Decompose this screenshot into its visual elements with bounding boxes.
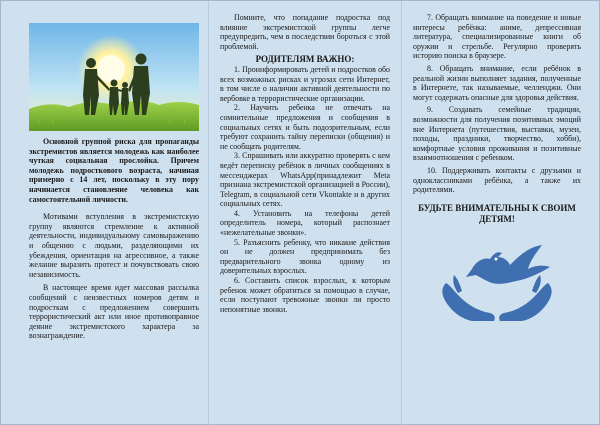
mailing-paragraph: В настоящее время идет массовая рассылка сообщений с неизвестных номеров детям и подросткам с предложением совершить террористический акт или иное противоправное деяние экстремистского характера за вознаграждение. [29, 283, 199, 341]
family-silhouette-image [29, 23, 199, 131]
list-item: 6. Составить список взрослых, к которым ребенок может обратиться за помощью в случае, если поступают тревожные звонки ли просто непонятные звонки. [220, 276, 390, 314]
parents-heading: РОДИТЕЛЯМ ВАЖНО: [255, 54, 355, 65]
list-item: 5. Разъяснить ребенку, что никакие действия он не должен предпринимать без предварительного звонка одному из доверительных взрослых. [220, 237, 390, 276]
list-item: 2. Научить ребенка не отвечать на сомнительные предложения и сообщения в социальных сетях и быть подозрительным, если требуют сохранить тайну переписки (общения) и не сообщать родителям. [220, 103, 390, 151]
column-left [29, 1, 199, 425]
list-item: 7. Обращать внимание на поведение и новые интересы ребёнка: аниме, депрессивная литература, специализированные книги об оружии и стрельбе. Регулярно проверять историю поиска в браузере. [413, 13, 581, 61]
list-item: 8. Обращать внимание, если ребёнок в реальной жизни выполняет задания, полученные в Интернете, так называемые, челленджи. Они могут содержать опасные для здоровья действия. [413, 63, 581, 102]
closing-heading: БУДЬТЕ ВНИМАТЕЛЬНЫ К СВОИМ ДЕТЯМ! [418, 202, 576, 224]
list-item: 1. Проинформировать детей и подростков обо всех возможных рисках и угрозах сети Интернет, в том числе о наличии активной деятельности по вербовке в террористические организации. [220, 64, 390, 103]
intro-paragraph: Помните, что попадание подростка под влияние экстремистской группы легче предупредить, чем в последствии бороться с этой проблемой. [220, 13, 390, 51]
list-item: 4. Установить на телефоны детей определитель номера, который распознает «нежелательные звонки». [220, 208, 390, 238]
column-divider [401, 1, 402, 425]
column-divider [208, 1, 209, 425]
list-item: 3. Спрашивать или аккуратно проверять с кем ведёт переписку ребёнок в личных сообщениях в мессенджерах WhatsApp(принадлежит Meta признана экстремистской организацией в России), Telegram, в социальной сети Vkontakte и в других социальных сетях. [220, 151, 390, 209]
list-item: 10. Поддерживать контакты с друзьями и одноклассниками ребёнка, а также их родителями. [413, 165, 581, 195]
list-item: 9. Создавать семейные традиции, возможности для получения позитивных эмоций вне Интернета (путешествия, выставки, музеи, походы, праздники, творчество, хобби), комфортные условия проживания и позитивные взаимоотношения с ребенком. [413, 105, 581, 163]
intro-bold-text: Основной группой риска для пропаганды экстремистов является молодежь как наиболее чуткая социальная прослойка. Причем молодежь подросткового возраста, начиная примерно с 14 лет, поскольку в эту пору начинается становление человека как самостоятельной личности. [29, 137, 199, 204]
column-middle [220, 1, 390, 425]
motives-paragraph: Мотивами вступления в экстремистскую группу являются стремление к активной деятельности, индивидуальному самовыражению и общению с людьми, разделяющими их убеждения, ориентация на агрессивное, а также желание выразить протест и почувствовать свою независимость. [29, 212, 199, 279]
dove-in-hands-icon [432, 235, 562, 325]
family-silhouette-sunset-image [29, 23, 199, 131]
column-right [413, 1, 581, 425]
